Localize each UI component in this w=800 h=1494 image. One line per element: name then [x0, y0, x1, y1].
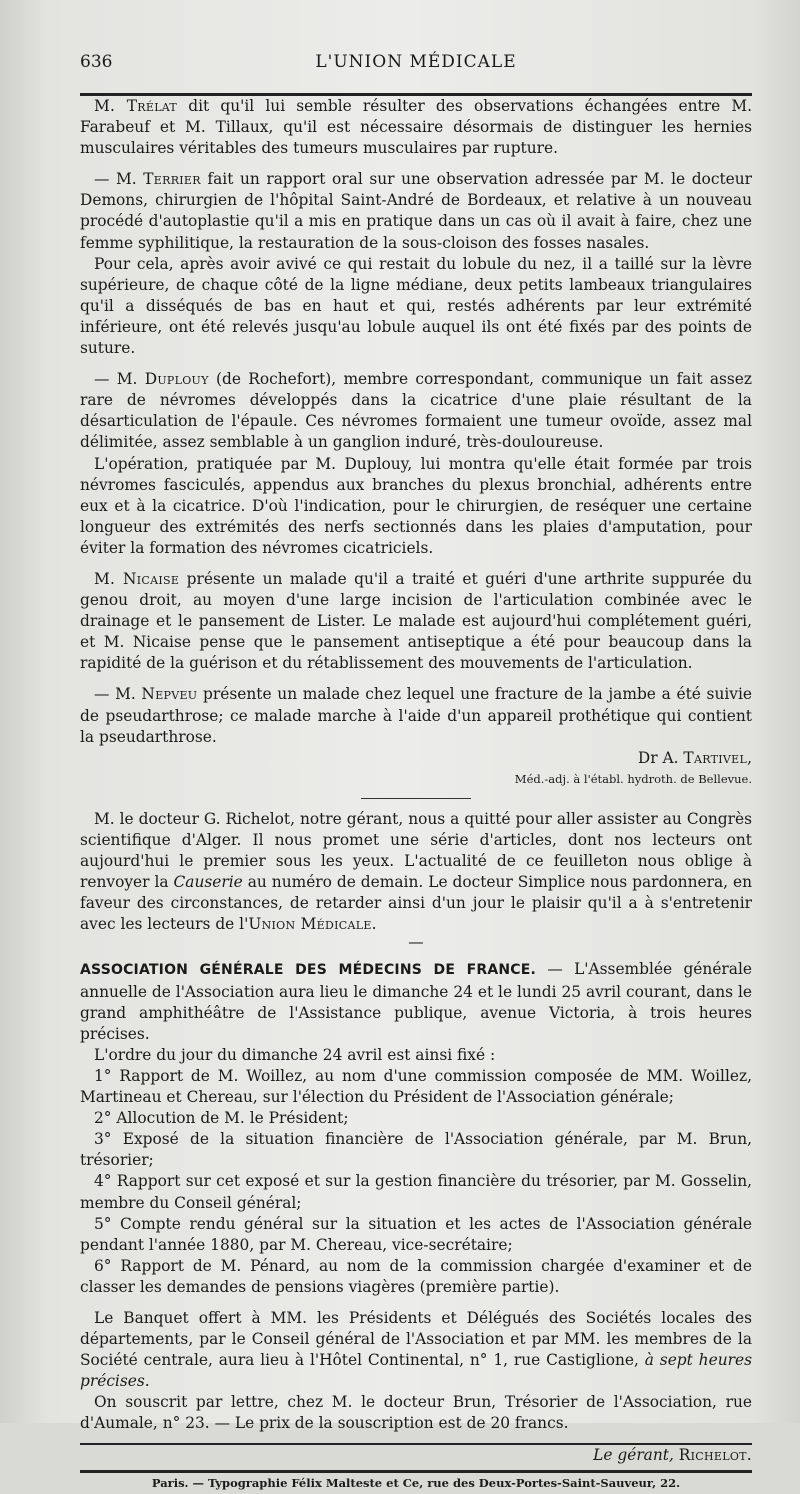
- paragraph-text: fait un rapport oral sur une observation adressée par M. le docteur Demons, chirurgien de l'hôpital Saint-André de Bordeaux, et relative à un nouveau procédé d'autoplastie qu'il a mis en pratique dans un cas où il avait à faire, chez une femme syphilitique, la restauration de la sous-cloison des fosses nasales.: [80, 170, 753, 252]
- gerant-signature: Le gérant, Richelot.: [593, 1445, 752, 1464]
- journal-title: L'UNION MÉDICALE: [315, 52, 517, 72]
- paragraph-terrier: [80, 169, 752, 253]
- paragraph-text: (de Rochefort), membre correspondant, communique un fait assez rare de névromes développés dans la cicatrice d'une plaie résultant de la désarticulation de l'épaule. Ces névromes formaient une tumeur ovoïde, assez mal délimitée, assez semblable à un ganglion induré, très-douloureuse.: [80, 370, 753, 452]
- spacer: [80, 559, 752, 569]
- paragraph-procedure: Pour cela, après avoir avivé ce qui restait du lobule du nez, il a taillé sur la lèvre supérieure, de chaque côté de la ligne médiane, deux petits lambeaux triangulaires qu'il a disséqués de bas en haut et qui, restés adhérents par leur extrémité inférieure, ont été relevés jusqu'au lobule auquel ils ont été fixés par des points de suture.: [80, 254, 752, 358]
- paragraph-nepveu: [80, 684, 752, 747]
- paragraph-banquet: Le Banquet offert à MM. les Présidents et Délégués des Sociétés locales des départements, par le Conseil général de l'Association et par MM. les membres de la Société centrale, aura lieu à l'Hôtel Continental, n° 1, rue Castiglione, à sept heures précises.: [80, 1308, 752, 1391]
- paragraph-nicaise: [80, 569, 752, 674]
- paragraph-text: présente un malade qu'il a traité et guéri d'une arthrite suppurée du genou droit, au moyen d'une large incision de l'articulation combinée avec le drainage et le pansement de Lister. Le malade est aujourd'hui complétement guéri, et M. Nicaise pense que le pansement antiseptique a été pour beaucoup dans la rapidité de la guérison et du rétablissement des mouvements de l'articulation.: [80, 569, 753, 673]
- paragraph-duplouy: [80, 369, 752, 453]
- spacer: [80, 1298, 752, 1308]
- paragraph-operation: L'opération, pratiquée par M. Duplouy, lui montra qu'elle était formée par trois névromes fasciculés, appendus aux branches du plexus bronchial, adhérents entre eux et à la cicatrice. D'où l'indication, pour le chirurgien, de reséquer une certaine longueur des extrémités des nerfs sectionnés dans les plaies d'amputation, pour éviter la formation des névromes cicatriciels.: [80, 454, 752, 557]
- speaker-name: Terrier: [143, 170, 201, 189]
- speaker-name: Nepveu: [141, 685, 198, 704]
- signature-name: Dr A. Tartivel,: [637, 748, 752, 767]
- union-medicale-name: Union Médicale: [248, 915, 372, 934]
- agenda-item: 4° Rapport sur cet exposé et sur la gestion financière du trésorier, par M. Gosselin, membre du Conseil général;: [80, 1172, 752, 1212]
- speaker-name: M. Trélat: [94, 97, 178, 115]
- paragraph-trelat: [80, 96, 752, 159]
- paragraph-richelot: M. le docteur G. Richelot, notre gérant, nous a quitté pour aller assister au Congrès scientifique d'Alger. Il nous promet une série d'articles, dont nos lecteurs ont aujourd'hui le premier sous les yeux. L'actualité de ce feuilleton nous oblige à renvoyer la Causerie au numéro de demain. Le docteur Simplice nous pardonnera, en faveur des circonstances, de retarder ainsi d'un jour le plaisir qu'il a à s'entretenir avec les lecteurs de l'Union Médicale.: [80, 809, 752, 934]
- agenda-item: 6° Rapport de M. Pénard, au nom de la commission chargée d'examiner et de classer les demandes de pensions viagères (première partie).: [80, 1256, 752, 1296]
- agenda-item: 3° Exposé de la situation financière de l'Association générale, par M. Brun, trésorier;: [80, 1130, 752, 1170]
- dash: — M.: [94, 370, 145, 389]
- agenda-item: 5° Compte rendu général sur la situation et les actes de l'Association générale pendant l'année 1880, par M. Chereau, vice-secrétaire;: [80, 1214, 752, 1254]
- agenda-item: 2° Allocution de M. le Président;: [94, 1109, 349, 1128]
- page-number: 636: [80, 52, 113, 72]
- signature-title: Méd.-adj. à l'établ. hydroth. de Bellevue.: [514, 771, 752, 786]
- spacer: [80, 359, 752, 369]
- agenda-intro: L'ordre du jour du dimanche 24 avril est ainsi fixé :: [94, 1045, 496, 1064]
- paragraph-text: — L'Assemblée générale annuelle de l'Association aura lieu le dimanche 24 et le lundi 25 avril courant, dans le grand amphithéâtre de l'Assistance publique, avenue Victoria, à trois heures précises.: [80, 960, 752, 1043]
- paragraph-association: [80, 959, 752, 1044]
- paragraph-text: dit qu'il lui semble résulter des observations échangées entre M. Farabeuf et M. Tillaux, qu'il est nécessaire désormais de distinguer les hernies musculaires véritables des tumeurs musculaires par rupture.: [80, 97, 752, 158]
- separator-dash: —: [408, 933, 424, 952]
- banquet-time: à sept heures précises: [80, 1351, 752, 1391]
- section-divider: [361, 798, 471, 799]
- article-body: [80, 96, 752, 1494]
- speaker-name: M. Nicaise: [94, 569, 180, 588]
- association-heading: ASSOCIATION GÉNÉRALE DES MÉDECINS DE FRANCE.: [80, 962, 537, 979]
- agenda-item: 1° Rapport de M. Woillez, au nom d'une commission composée de MM. Woillez, Martineau et Chereau, sur l'élection du Président de l'Association générale;: [80, 1066, 752, 1107]
- dash: — M.: [94, 170, 144, 189]
- paragraph-souscription: On souscrit par lettre, chez M. le docteur Brun, Trésorier de l'Association, rue d'Aumale, n° 23. — Le prix de la souscription est de 20 francs.: [80, 1393, 752, 1433]
- speaker-name: Duplouy: [144, 370, 209, 389]
- paragraph-text: présente un malade chez lequel une fracture de la jambe a été suivie de pseudarthrose; ce malade marche à l'aide d'un appareil prothétique qui contient la pseudarthrose.: [80, 685, 753, 746]
- causerie-italic: Causerie: [173, 873, 243, 892]
- spacer: [80, 159, 752, 169]
- spacer: [80, 674, 752, 684]
- dash: — M.: [94, 685, 142, 704]
- page-header: [80, 0, 752, 82]
- printer-footer: Paris. — Typographie Félix Malteste et Ce, rue des Deux-Portes-Saint-Sauveur, 22.: [151, 1475, 681, 1490]
